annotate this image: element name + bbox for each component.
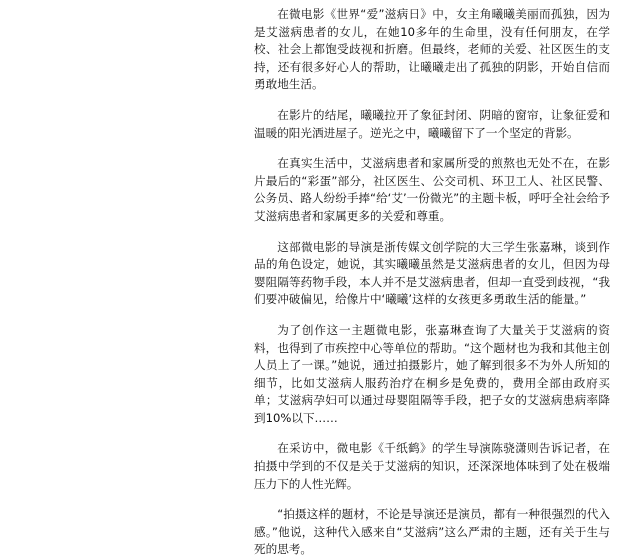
article-paragraph-3: 在真实生活中，艾滋病患者和家属所受的煎熬也无处不在，在影片最后的“彩蛋”部分，社区医生、公交司机、环卫工人、社区民警、公务员、路人纷纷手捧“给‘艾’一份微光”的主题卡板，呼吁全社会给予艾滋病患者和家属更多的关爱和尊重。 bbox=[254, 156, 610, 223]
article-paragraph-2: 在影片的结尾，曦曦拉开了象征封闭、阴暗的窗帘，让象征爱和温暖的阳光洒进屋子。逆光之中，曦曦留下了一个坚定的背影。 bbox=[254, 107, 610, 140]
article-paragraph-5: 为了创作这一主题微电影，张嘉琳查询了大量关于艾滋病的资料，也得到了市疾控中心等单位的帮助。“这个题材也为我和其他主创人员上了一课。”她说，通过拍摄影片，她了解到很多不为外人所知的细节，比如艾滋病人服药治疗在桐乡是免费的，费用全部由政府买单；艾滋病孕妇可以通过母婴阻隔等手段，把子女的艾滋病患病率降到10%以下…… bbox=[254, 322, 610, 425]
article-paragraph-4: 这部微电影的导演是浙传媒文创学院的大三学生张嘉琳，谈到作品的角色设定，她说，其实曦曦虽然是艾滋病患者的女儿，但因为母婴阻隔等药物手段，本人并不是艾滋病患者，但却一直受到歧视，“我们要冲破偏见，给像片中‘曦曦’这样的女孩更多勇敢生活的能量。” bbox=[254, 239, 610, 307]
article-paragraph-7: “拍摄这样的题材，不论是导演还是演员，都有一种很强烈的代入感。”他说，这种代入感来自“艾滋病”这么严肃的主题，还有关于生与死的思考。 bbox=[254, 507, 610, 557]
article-paragraph-6: 在采访中，微电影《千纸鹤》的学生导演陈骁潇则告诉记者，在拍摄中学到的不仅是关于艾滋病的知识，还深深地体味到了处在极端压力下的人性光辉。 bbox=[254, 441, 610, 491]
article-body bbox=[254, 6, 610, 559]
article-paragraph-1: 在微电影《世界“爱”滋病日》中，女主角曦曦美丽而孤独，因为是艾滋病患者的女儿，在她10多年的生命里，没有任何朋友，在学校、社会上都饱受歧视和折磨。但最终，老师的关爱、社区医生的支持，还有很多好心人的帮助，让曦曦走出了孤独的阴影，开始自信而勇敢地生活。 bbox=[254, 7, 610, 92]
